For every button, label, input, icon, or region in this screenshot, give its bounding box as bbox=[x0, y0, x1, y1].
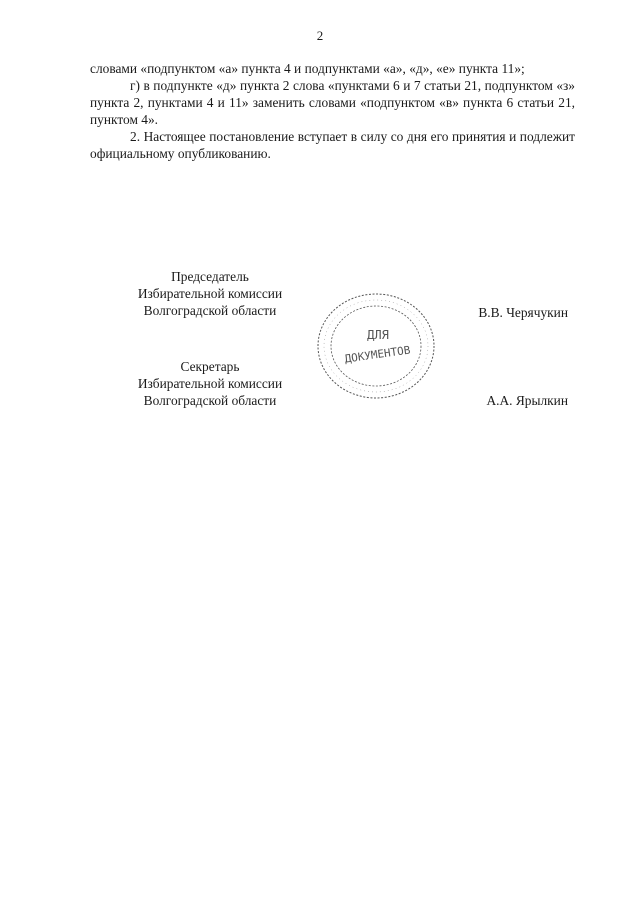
stamp-text-line1: ДЛЯ bbox=[367, 328, 389, 342]
paragraph-item-2: 2. Настоящее постановление вступает в силу со дня его принятия и подлежит официальному опубликованию. bbox=[90, 129, 575, 161]
seal-stamp bbox=[314, 290, 438, 402]
stamp-text-line2: ДОКУМЕНТОВ bbox=[343, 343, 412, 366]
paragraph-subitem-g: г) в подпункте «д» пункта 2 слова «пунктами 6 и 7 статьи 21, подпунктом «з» пункта 2, пунктами 4 и 11» заменить словами «подпунктом «в» пункта 6 статьи 21, пунктом 4». bbox=[90, 78, 575, 127]
document-body bbox=[90, 60, 575, 162]
chairman-name: В.В. Черячукин bbox=[478, 305, 568, 320]
page-number: 2 bbox=[316, 28, 324, 43]
secretary-name: А.А. Ярылкин bbox=[486, 393, 568, 408]
secretary-title: Секретарь Избирательной комиссии Волгоградской области bbox=[137, 359, 283, 408]
paragraph-continuation: словами «подпунктом «а» пункта 4 и подпунктами «а», «д», «е» пункта 11»; bbox=[90, 61, 525, 76]
chairman-title: Председатель Избирательной комиссии Волгоградской области bbox=[137, 269, 283, 318]
